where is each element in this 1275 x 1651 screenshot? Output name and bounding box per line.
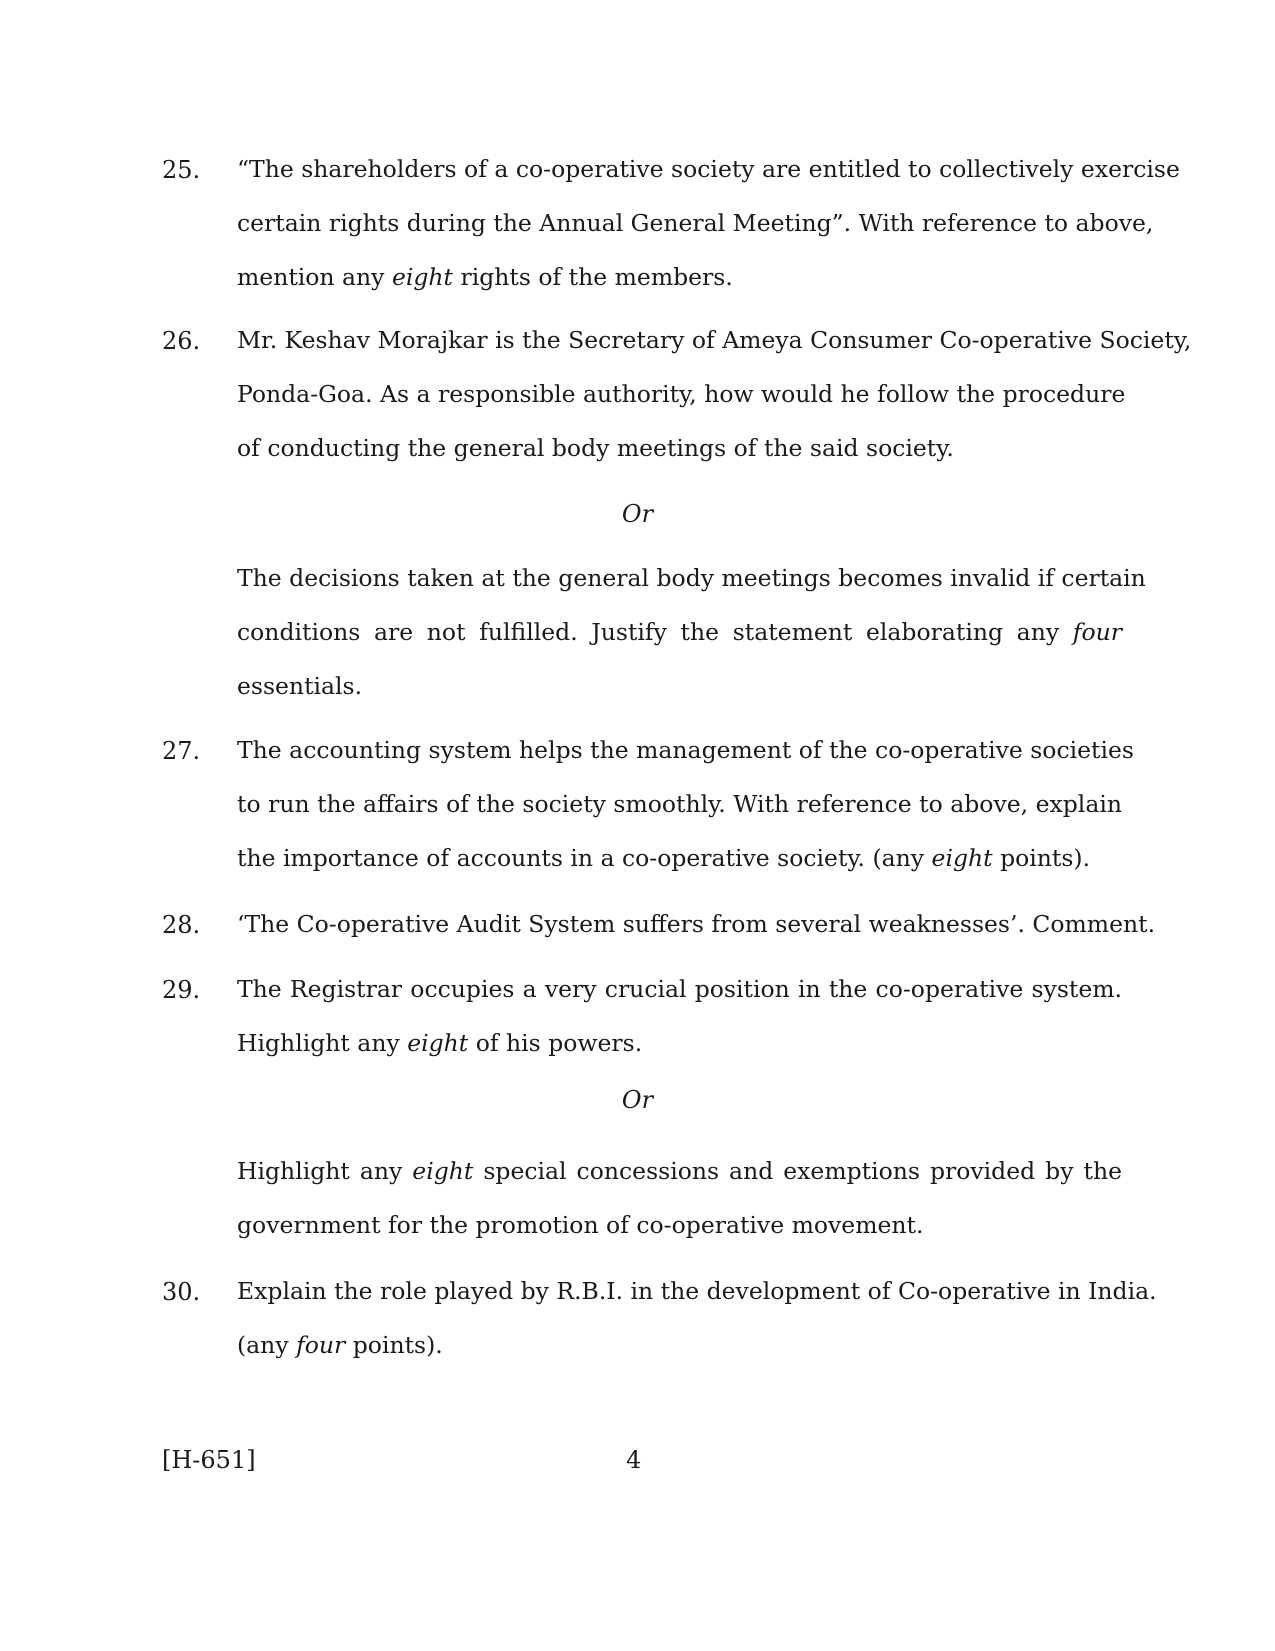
emphasis-word: eight — [407, 1029, 469, 1057]
question-text — [237, 723, 1134, 885]
question-text — [237, 142, 1180, 304]
text-segment: Highlight any — [237, 1029, 408, 1057]
emphasis-word: eight — [412, 1157, 474, 1185]
emphasis-word: eight — [391, 263, 453, 291]
text-segment: points). — [992, 844, 1091, 872]
text-line — [237, 367, 1126, 421]
text-segment: The Registrar occupies a very crucial position in the co-operative system. — [237, 975, 1122, 1003]
text-segment: Explain the role played by R.B.I. in the development of Co-operative in India. — [237, 1277, 1157, 1305]
text-segment: of his powers. — [468, 1029, 643, 1057]
text-line — [237, 1144, 1122, 1198]
question-number: 26. — [162, 327, 201, 355]
question-number: 28. — [162, 911, 201, 939]
text-segment: ‘The Co-operative Audit System suffers from several weaknesses’. Comment. — [237, 910, 1156, 938]
text-segment: to run the affairs of the society smoothly. With reference to above, explain — [237, 790, 1122, 818]
text-line — [237, 1198, 1122, 1252]
text-line — [237, 831, 1122, 885]
text-line — [237, 1318, 1122, 1372]
text-segment: Mr. Keshav Morajkar is the Secretary of Ameya Consumer Co-operative Society, — [237, 326, 1192, 354]
text-segment: “The shareholders of a co-operative society are entitled to collectively exercise — [237, 155, 1180, 183]
question-number: 30. — [162, 1278, 201, 1306]
emphasis-word: four — [1072, 618, 1122, 646]
page-number: 4 — [626, 1446, 642, 1474]
text-segment: rights of the members. — [452, 263, 733, 291]
text-segment: essentials. — [237, 672, 363, 700]
or-separator: Or — [621, 1086, 654, 1114]
question-number: 25. — [162, 156, 201, 184]
text-line — [237, 962, 1122, 1016]
text-line — [237, 250, 1122, 304]
text-segment: certain rights during the Annual General Meeting”. With reference to above, — [237, 209, 1154, 237]
text-segment: The accounting system helps the management of the co-operative societies — [237, 736, 1134, 764]
text-segment: (any — [237, 1331, 297, 1359]
text-segment: mention any — [237, 263, 392, 291]
question-text — [237, 313, 1192, 475]
text-line — [237, 196, 1154, 250]
text-line — [237, 605, 1122, 659]
text-segment: government for the promotion of co-operative movement. — [237, 1211, 924, 1239]
question-text — [237, 1144, 1122, 1252]
text-segment: points). — [345, 1331, 443, 1359]
text-line — [237, 421, 1122, 475]
text-segment: of conducting the general body meetings of the said society. — [237, 434, 954, 462]
paper-code: [H-651] — [162, 1446, 256, 1474]
text-segment: the importance of accounts in a co-operative society. (any — [237, 844, 932, 872]
question-number: 27. — [162, 737, 201, 765]
text-line — [237, 897, 1156, 951]
text-line — [237, 659, 1122, 713]
text-segment: Highlight any — [237, 1157, 413, 1185]
text-line — [237, 313, 1192, 367]
text-line — [237, 723, 1134, 777]
text-line — [237, 777, 1122, 831]
or-separator: Or — [621, 500, 654, 528]
question-number: 29. — [162, 976, 201, 1004]
text-segment: Ponda-Goa. As a responsible authority, how would he follow the procedure — [237, 380, 1126, 408]
question-text — [237, 962, 1122, 1070]
text-segment: The decisions taken at the general body meetings becomes invalid if certain — [237, 564, 1146, 592]
text-line — [237, 142, 1180, 196]
text-line — [237, 1016, 1122, 1070]
emphasis-word: eight — [931, 844, 993, 872]
text-segment: special concessions and exemptions provided by the — [473, 1157, 1122, 1185]
question-text — [237, 1264, 1157, 1372]
question-text — [237, 551, 1146, 713]
text-segment: conditions are not fulfilled. Justify the statement elaborating any — [237, 618, 1073, 646]
question-text — [237, 897, 1156, 951]
text-line — [237, 1264, 1157, 1318]
text-line — [237, 551, 1146, 605]
emphasis-word: four — [296, 1331, 346, 1359]
